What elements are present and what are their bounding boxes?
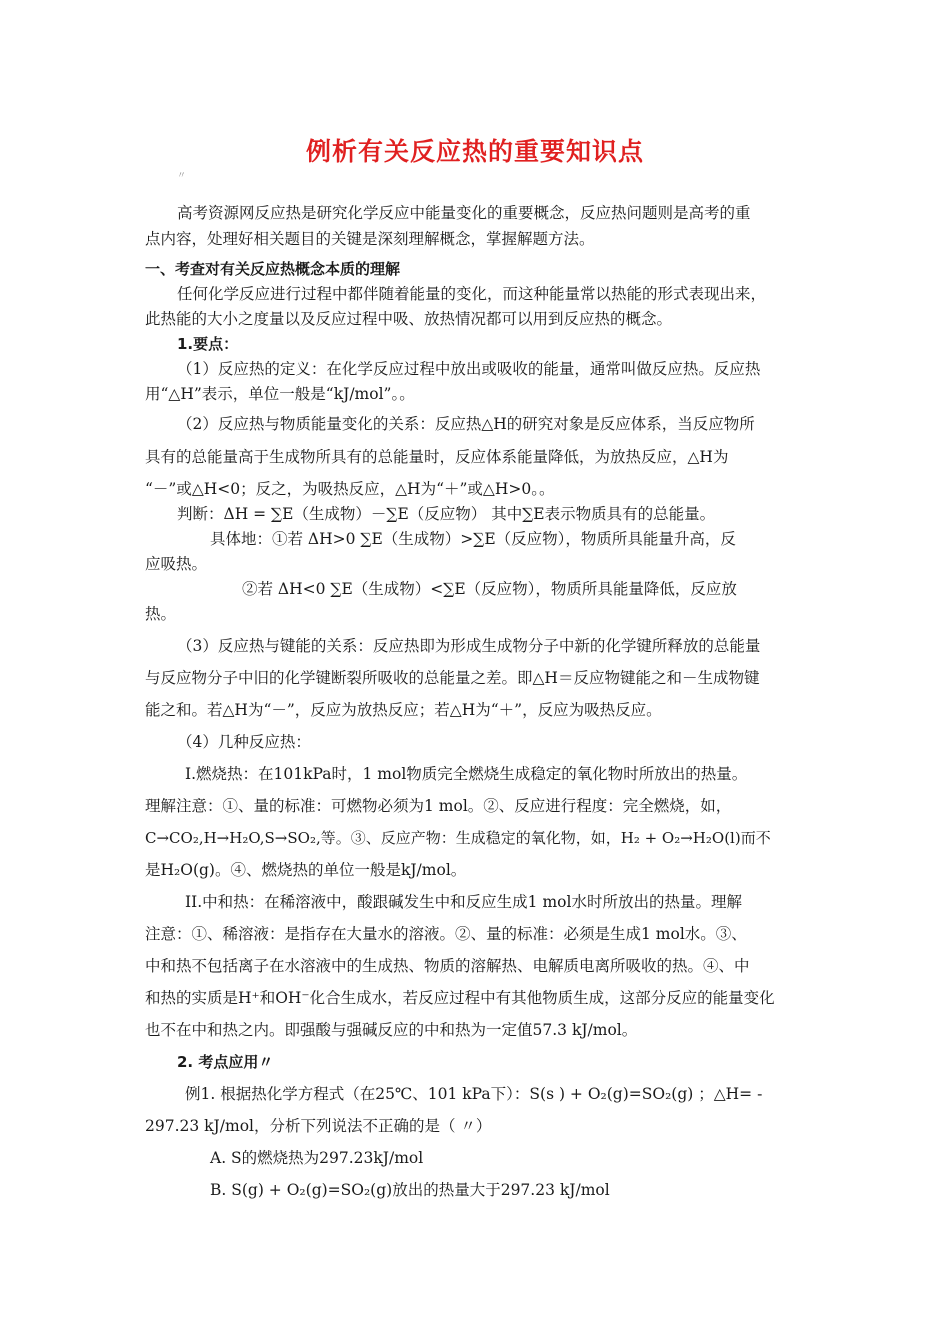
- example-line: 297.23 kJ/mol，分析下列说法不正确的是（ 〃）: [145, 1117, 492, 1135]
- option-a: A. S的燃烧热为297.23kJ/mol: [210, 1149, 424, 1167]
- body-line: 也不在中和热之内。即强酸与强碱反应的中和热为一定值57.3 kJ/mol。: [145, 1021, 638, 1039]
- body-line: 注意：①、稀溶液：是指存在大量水的溶液。②、量的标准：必须是生成1 mol水。③、: [145, 925, 747, 943]
- body-line: “－”或△H<0；反之，为吸热反应，△H为“＋”或△H>0。。: [145, 480, 555, 498]
- body-line: （4）几种反应热：: [177, 733, 311, 751]
- body-line: 此热能的大小之度量以及反应过程中吸、放热情况都可以用到反应热的概念。: [145, 310, 673, 328]
- subheading-application: 2. 考点应用〃: [177, 1053, 274, 1071]
- body-line: 热。: [145, 605, 177, 623]
- body-line: 与反应物分子中旧的化学键断裂所吸收的总能量之差。即△H＝反应物键能之和－生成物键: [145, 669, 760, 687]
- subheading-points: 1.要点：: [177, 335, 239, 353]
- body-line: 用“△H”表示，单位一般是“kJ/mol”。。: [145, 385, 415, 403]
- body-line: 理解注意：①、量的标准：可燃物必须为1 mol。②、反应进行程度：完全燃烧，如，: [145, 797, 732, 815]
- formula-line: 判断：ΔH = ∑E（生成物）－∑E（反应物） 其中∑E表示物质具有的总能量。: [177, 505, 716, 523]
- body-line: （1）反应热的定义：在化学反应过程中放出或吸收的能量，通常叫做反应热。反应热: [177, 360, 761, 378]
- body-line: （3）反应热与键能的关系：反应热即为形成生成物分子中新的化学键所释放的总能量: [177, 637, 761, 655]
- body-line: I.燃烧热：在101kPa时，1 mol物质完全燃烧生成稳定的氧化物时所放出的热量。: [185, 765, 748, 783]
- body-line: ②若 ΔH<0 ∑E（生成物）<∑E（反应物），物质所具能量降低，反应放: [242, 580, 737, 598]
- paragraph-mark: 〃: [177, 171, 187, 181]
- body-line: 任何化学反应进行过程中都伴随着能量的变化，而这种能量常以热能的形式表现出来，: [177, 285, 767, 303]
- body-line: 具有的总能量高于生成物所具有的总能量时，反应体系能量降低，为放热反应，△H为: [145, 448, 729, 466]
- intro-line-1: 高考资源网反应热是研究化学反应中能量变化的重要概念，反应热问题则是高考的重: [177, 204, 751, 222]
- intro-line-2: 点内容，处理好相关题目的关键是深刻理解概念，掌握解题方法。: [145, 230, 595, 248]
- body-line: 和热的实质是H⁺和OH⁻化合生成水，若反应过程中有其他物质生成，这部分反应的能量变化: [145, 989, 775, 1007]
- body-line: 中和热不包括离子在水溶液中的生成热、物质的溶解热、电解质电离所吸收的热。④、中: [145, 957, 750, 975]
- body-line: （2）反应热与物质能量变化的关系：反应热△H的研究对象是反应体系，当反应物所: [177, 415, 755, 433]
- option-b: B. S(g) + O₂(g)=SO₂(g)放出的热量大于297.23 kJ/mol: [210, 1181, 610, 1199]
- body-line: 应吸热。: [145, 555, 208, 573]
- section-heading-1: 一、考查对有关反应热概念本质的理解: [145, 260, 401, 278]
- document-title: 例析有关反应热的重要知识点: [305, 137, 644, 166]
- body-line: 具体地：①若 ΔH>0 ∑E（生成物）>∑E（反应物），物质所具能量升高，反: [210, 530, 736, 548]
- body-line: II.中和热：在稀溶液中，酸跟碱发生中和反应生成1 mol水时所放出的热量。理解: [185, 893, 742, 911]
- example-line: 例1. 根据热化学方程式（在25℃、101 kPa下）：S(s ) + O₂(g)=SO₂(g) ；△H= -: [185, 1085, 763, 1103]
- body-line: C→CO₂,H→H₂O,S→SO₂,等。③、反应产物：生成稳定的氧化物，如，H₂ + O₂→H₂O(l)而不: [145, 829, 771, 847]
- body-line: 是H₂O(g)。④、燃烧热的单位一般是kJ/mol。: [145, 861, 467, 879]
- body-line: 能之和。若△H为“－”，反应为放热反应；若△H为“＋”，反应为吸热反应。: [145, 701, 662, 719]
